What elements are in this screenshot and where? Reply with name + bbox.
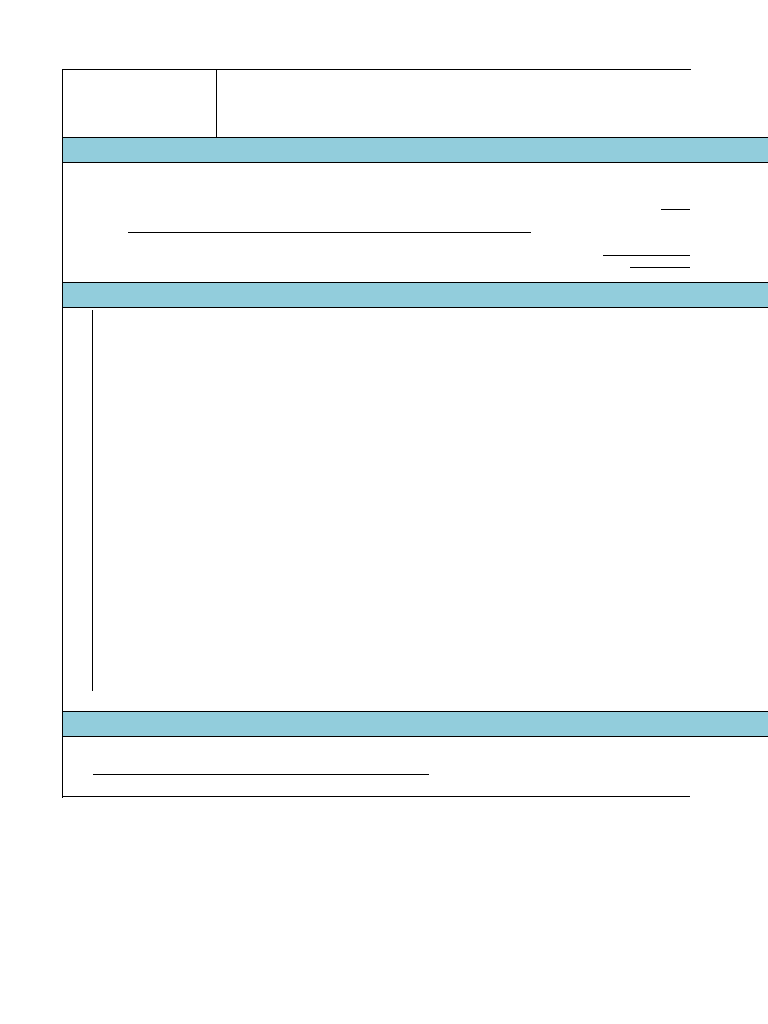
- actividad-field[interactable]: [128, 232, 531, 233]
- fecha-hora-divider: [603, 255, 690, 256]
- proyecto-field[interactable]: [661, 209, 690, 210]
- form-frame: [62, 69, 691, 798]
- form-bottom-border: [62, 796, 690, 797]
- registro-band: [63, 711, 768, 737]
- logo-box-divider: [216, 70, 217, 137]
- inspeccion-band: [63, 282, 768, 308]
- col-divider-no: [92, 310, 93, 691]
- hora-field[interactable]: [630, 267, 690, 268]
- firma-line[interactable]: [93, 774, 429, 775]
- datos-generales-band: [63, 137, 768, 163]
